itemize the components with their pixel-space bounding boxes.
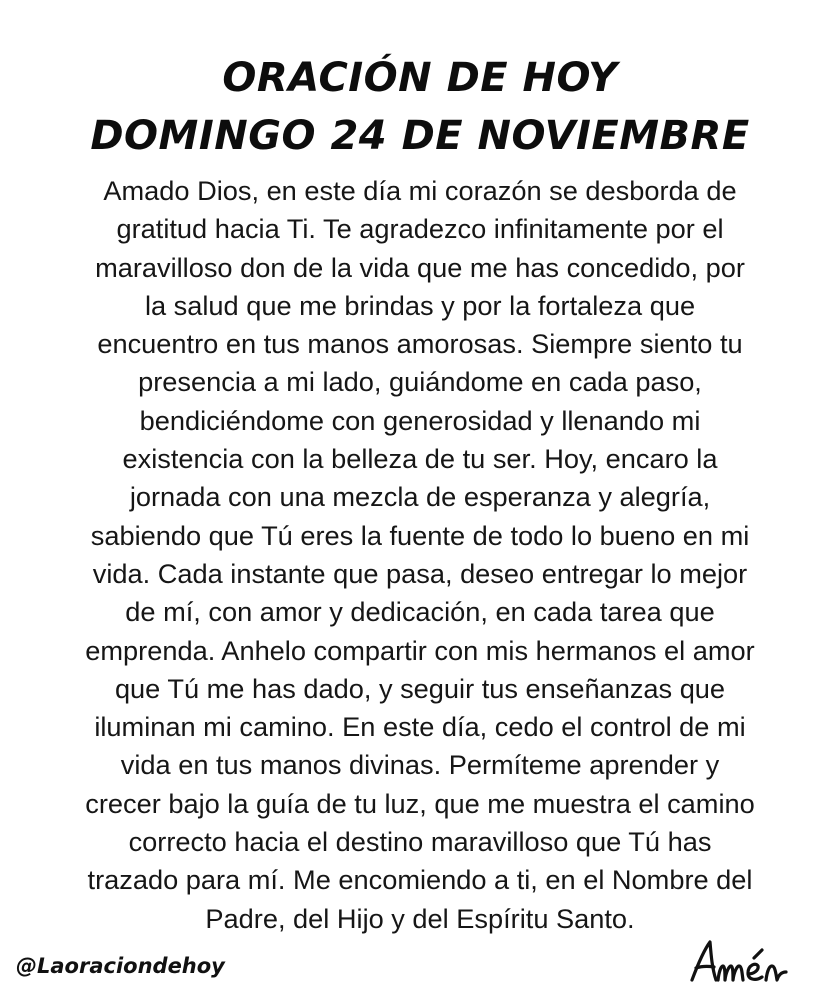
prayer-line: maravilloso don de la vida que me has concedido, por bbox=[95, 251, 745, 283]
prayer-line: vida en tus manos divinas. Permíteme aprender y bbox=[120, 749, 720, 781]
prayer-line: Padre, del Hijo y del Espíritu Santo. bbox=[205, 902, 635, 934]
prayer-line: existencia con la belleza de tu ser. Hoy, encaro la bbox=[122, 443, 718, 475]
prayer-line: vida. Cada instante que pasa, deseo entregar lo mejor bbox=[92, 557, 748, 589]
prayer-line: presencia a mi lado, guiándome en cada paso, bbox=[138, 366, 702, 398]
prayer-line: gratitud hacia Ti. Te agradezco infinitamente por el bbox=[116, 213, 724, 245]
prayer-line: sabiendo que Tú eres la fuente de todo lo bueno en mi bbox=[90, 519, 750, 551]
prayer-line: la salud que me brindas y por la fortaleza que bbox=[144, 289, 696, 321]
prayer-line: Amado Dios, en este día mi corazón se desborda de bbox=[103, 175, 737, 206]
social-handle: @Laoraciondehoy bbox=[16, 954, 225, 978]
prayer-line: que Tú me has dado, y seguir tus enseñanzas que bbox=[114, 672, 726, 704]
prayer-line: correcto hacia el destino maravilloso que Tú has bbox=[128, 826, 712, 858]
prayer-line: bendiciéndome con generosidad y llenando mi bbox=[139, 404, 701, 436]
prayer-line: emprenda. Anhelo compartir con mis hermanos el amor bbox=[85, 634, 755, 666]
prayer-line: trazado para mí. Me encomiendo a ti, en el Nombre del bbox=[87, 864, 753, 896]
prayer-line: jornada con una mezcla de esperanza y alegría, bbox=[129, 481, 711, 513]
page-title: ORACIÓN DE HOY bbox=[222, 55, 618, 101]
prayer-line: de mí, con amor y dedicación, en cada tarea que bbox=[125, 596, 715, 628]
page-subtitle-date: DOMINGO 24 DE NOVIEMBRE bbox=[90, 113, 750, 159]
prayer-text bbox=[14, 172, 826, 938]
prayer-line: crecer bajo la guía de tu luz, que me muestra el camino bbox=[85, 787, 755, 819]
amen-signature bbox=[686, 934, 806, 990]
prayer-line: encuentro en tus manos amorosas. Siempre siento tu bbox=[97, 328, 743, 360]
prayer-line: iluminan mi camino. En este día, cedo el control de mi bbox=[94, 711, 746, 743]
